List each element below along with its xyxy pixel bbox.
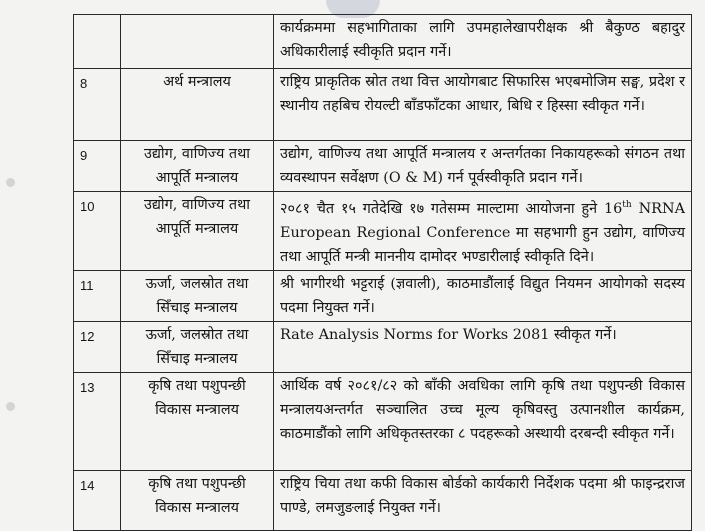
ministry-name: ऊर्जा, जलस्रोत तथा [145, 275, 249, 292]
ministry-cell [121, 270, 274, 321]
cabinet-decisions-table [73, 14, 692, 531]
ministry-name: उद्योग, वाणिज्य तथा [143, 197, 251, 213]
decision-text: आर्थिक वर्ष २०८१/८२ को बाँकी अवधिका लागि कृषि तथा पशुपन्छी विकास मन्त्रालयअन्तर्गत सञ्चालित उच्च मूल्य कृषिवस्तु उत्पानशील कार्यक्रम, काठमाडौंको लागि अधिकृतस्तरका ८ पदहरूको अस्थायी दरबन्दी स्वीकृत गर्ने। [280, 377, 685, 442]
decision-text: राष्ट्रिय चिया तथा कफी विकास बोर्डको कार्यकारी निर्देशक पदमा श्री फाइन्द्रराज पाण्डे, लमजुङलाई नियुक्त गर्ने। [280, 475, 685, 516]
ministry-name: आपूर्ति मन्त्रालय [155, 170, 239, 186]
ordinal-suffix: th [622, 200, 632, 210]
ministry-cell [121, 321, 274, 372]
punch-hole [6, 178, 15, 187]
ministry-cell [121, 372, 274, 470]
decision-text [280, 193, 685, 269]
serial-number-cell: 14 [74, 470, 121, 530]
decision-cell [274, 69, 692, 141]
decision-text: श्री भागीरथी भट्टराई (ज्ञवाली), काठमाडौंलाई विद्युत नियमन आयोगको सदस्य पदमा नियुक्त गर्ने। [280, 275, 685, 316]
decision-cell [274, 270, 692, 321]
decision-cell [274, 470, 692, 530]
decision-text: Rate Analysis Norms for Works 2081 स्वीकृत गर्ने। [280, 326, 617, 343]
decision-text-part: २०८१ चैत १५ गतेदेखि १७ गतेसम्म माल्टामा आयोजना हुने 16 [280, 200, 623, 217]
punch-hole [6, 402, 15, 411]
serial-number-cell: 8 [74, 69, 121, 141]
serial-number-cell: 9 [74, 141, 121, 192]
decision-cell [274, 192, 692, 271]
table-row [74, 15, 692, 69]
decision-text: राष्ट्रिय प्राकृतिक स्रोत तथा वित्त आयोगबाट सिफारिस भएबमोजिम सङ्घ, प्रदेश र स्थानीय तहबिच रोयल्टी बाँडफाँटका आधार, बिधि र हिस्सा स्वीकृत गर्ने। [280, 74, 685, 114]
ministry-cell [121, 69, 274, 141]
table-row [74, 470, 692, 530]
table-row [74, 69, 692, 141]
table-row [74, 372, 692, 470]
ministry-name: कृषि तथा पशुपन्छी [148, 475, 246, 492]
decision-cell [274, 372, 692, 470]
decision-text: कार्यक्रममा सहभागिताका लागि उपमहालेखापरीक्षक श्री बैकुण्ठ बहादुर अधिकारीलाई स्वीकृति प्रदान गर्ने। [280, 20, 685, 60]
serial-number-cell: 11 [74, 270, 121, 321]
table-row [74, 270, 692, 321]
decision-cell [274, 321, 692, 372]
ministry-cell [121, 15, 274, 69]
ministry-name: विकास मन्त्रालय [155, 499, 239, 516]
serial-number-cell [74, 15, 121, 69]
ministry-cell [121, 192, 274, 271]
serial-number-cell: 13 [74, 372, 121, 470]
ministry-name: ऊर्जा, जलस्रोत तथा [145, 326, 249, 343]
table-row [74, 321, 692, 372]
ministry-name: सिँचाइ मन्त्रालय [156, 350, 238, 367]
ministry-name: कृषि तथा पशुपन्छी [148, 377, 246, 394]
serial-number-cell: 12 [74, 321, 121, 372]
ministry-cell [121, 141, 274, 192]
decision-text: उद्योग, वाणिज्य तथा आपूर्ति मन्त्रालय र अन्तर्गतका निकायहरूको संगठन तथा व्यवस्थापन सर्वेक्षण (O & M) गर्न पूर्वस्वीकृति प्रदान गर्ने। [280, 146, 685, 186]
ministry-name: सिँचाइ मन्त्रालय [156, 299, 238, 316]
serial-number-cell: 10 [74, 192, 121, 271]
table-row [74, 141, 692, 192]
decision-text-part: NRNA European Regional Conference मा सहभागी हुन उद्योग, वाणिज्य तथा आपूर्ति मन्त्री माननीय दामोदर भण्डारीलाई स्वीकृति दिने। [280, 200, 685, 265]
ministry-name: उद्योग, वाणिज्य तथा [143, 146, 251, 162]
ministry-name: विकास मन्त्रालय [155, 401, 239, 418]
decision-cell [274, 141, 692, 192]
ministry-name: आपूर्ति मन्त्रालय [155, 221, 239, 237]
table-row [74, 192, 692, 271]
ministry-name: अर्थ मन्त्रालय [163, 74, 231, 90]
ministry-cell [121, 470, 274, 530]
decision-cell [274, 15, 692, 69]
